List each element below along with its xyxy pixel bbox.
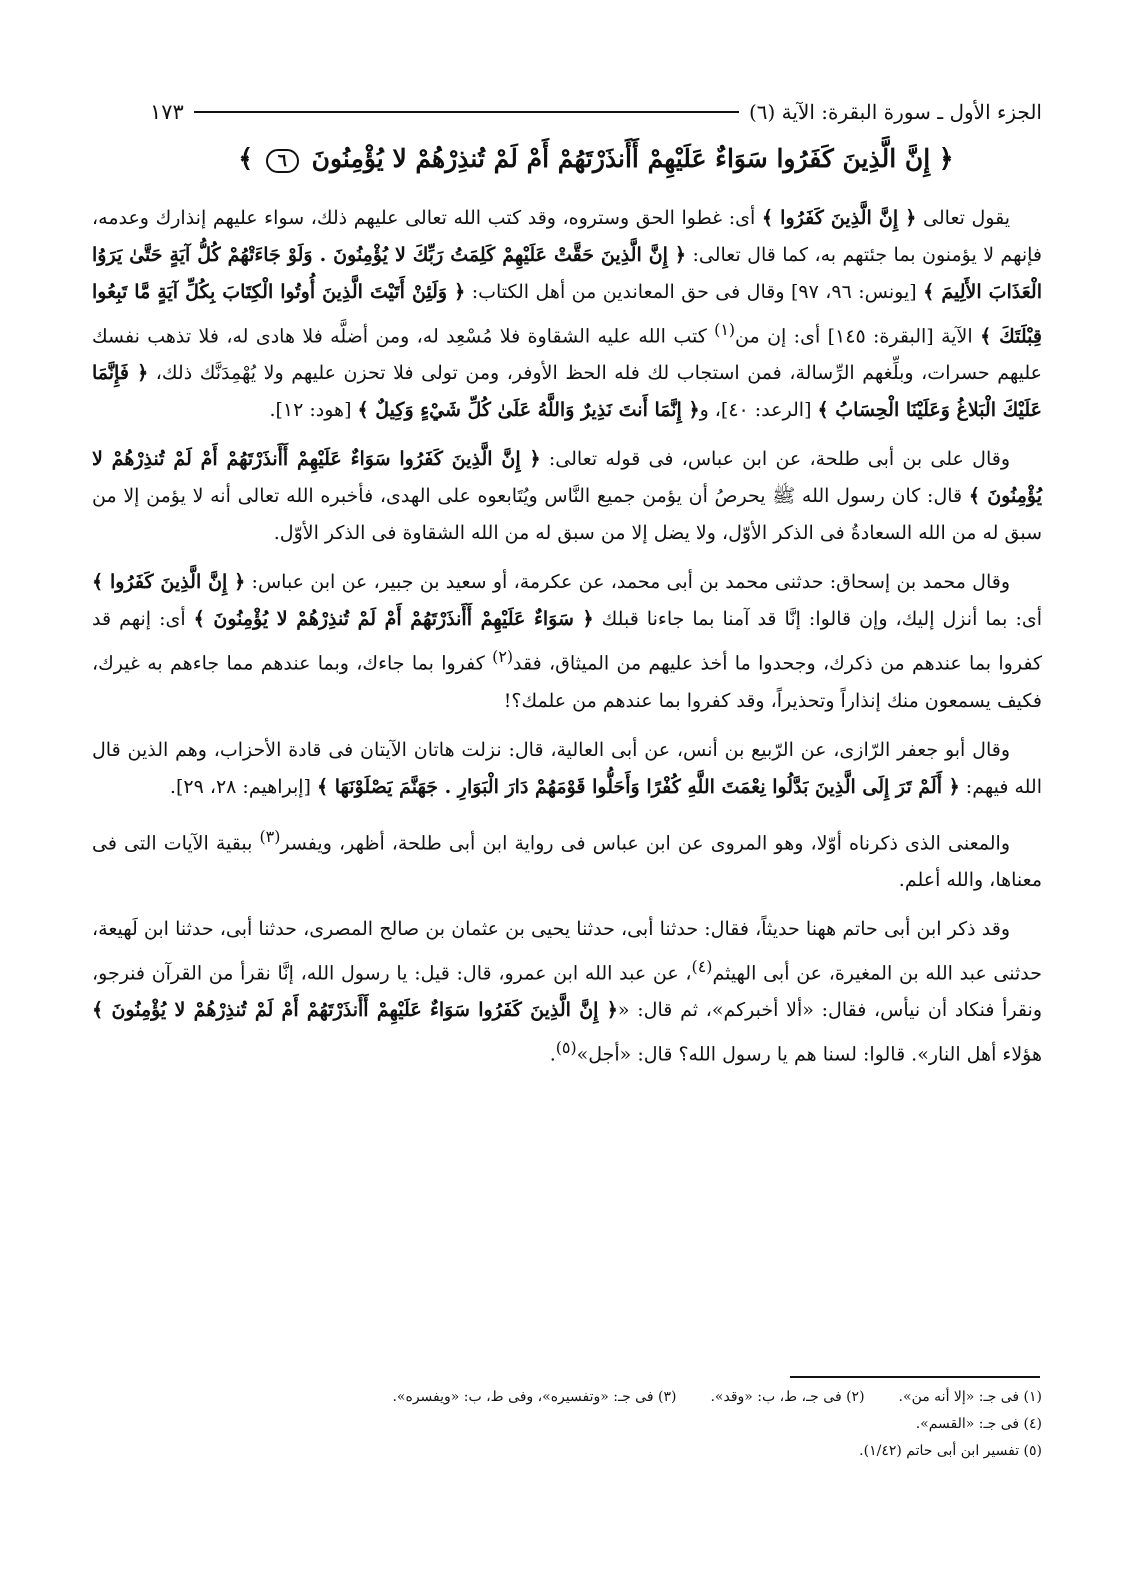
text-run: هؤلاء أهل النار». قالوا: لسنا هم يا رسول الله؟ قال: «أجل» (576, 1043, 1042, 1066)
running-title: الجزء الأول ـ سورة البقرة: الآية (٦) (748, 100, 1042, 124)
footnote-rule (790, 1376, 1040, 1378)
verse-close-bracket: ﴾ (238, 144, 254, 173)
commentary-body (92, 200, 1042, 1086)
footnote-row (150, 1384, 1042, 1411)
quran-quote: ﴿ إِنَّ الَّذِينَ كَفَرُوا ﴾ (92, 571, 246, 594)
footnote-ref: (٢) (492, 647, 514, 667)
footnote-4: (٤) فى جـ: «القسم». (915, 1416, 1042, 1432)
text-run: الآية [البقرة: ١٤٥] أى: إن من (735, 325, 981, 348)
text-run: ، عن عبد الله ابن عمرو، قال: قيل: يا رسول الله، إنَّا نقرأ من القرآن فنرجو، ونقرأ فنكاد أن نيأس، فقال: «ألا أخبركم»، ثم قال: « (92, 962, 1043, 1022)
text-run: وقال على بن أبى طلحة، عن ابن عباس، فى قوله تعالى: (540, 448, 1010, 471)
paragraph (92, 818, 1042, 899)
paragraph (92, 911, 1042, 1074)
footnote-2: (٢) فى جـ، ط، ب: «وقد». (710, 1389, 865, 1405)
text-run: . (549, 1043, 556, 1066)
verse-heading (150, 144, 1042, 173)
footnote-3: (٣) فى جـ: «وتفسيره»، وفى ط، ب: «ويفسره». (392, 1389, 677, 1405)
paragraph (92, 564, 1042, 719)
quran-quote: ﴿ فَإِنَّمَا عَلَيْكَ الْبَلاغُ وَعَلَيْنَا الْحِسَابُ ﴾ (92, 362, 1042, 422)
text-run: أى: غطوا الحق وستروه، وقد كتب الله تعالى عليهم ذلك، سواء عليهم إنذارك وعدمه، فإنهم لا يؤمنون بما جئتهم به، كما قال تعالى: (92, 207, 1042, 266)
footnotes (150, 1384, 1042, 1465)
text-run: [الرعد: ٤٠]، و (699, 399, 818, 422)
paragraph (92, 732, 1042, 806)
footnote-ref: (١) (714, 320, 736, 339)
text-run: أى: بما أنزل إليك، وإن قالوا: إنَّا قد آمنا بما جاءنا قبلك (593, 608, 1043, 631)
footnote-5: (٥) تفسير ابن أبى حاتم (١/٤٢). (859, 1443, 1042, 1459)
verse-number-marker: ٦ (266, 149, 299, 173)
quran-quote: ﴿ إِنَّ الَّذِينَ كَفَرُوا ﴾ (761, 207, 917, 229)
text-run: ببقية الآيات التى فى معناها، والله أعلم. (92, 831, 1042, 891)
text-run: أى: إنهم قد كفروا بما عندهم من ذكرك، وجحدوا ما أخذ عليهم من الميثاق، فقد (92, 608, 1042, 675)
text-run: كفروا بما جاءك، وبما عندهم مما جاءهم به غيرك، فكيف يسمعون منك إنذاراً وتحذيراً، وقد كفروا بما عندهم من علمك؟! (92, 652, 1042, 712)
text-run: قال: كان رسول الله ﷺ يحرصُ أن يؤمن جميع النَّاس ويُتَابعوه على الهدى، فأخبره الله تعالى أنه لا يؤمن إلا من سبق له من الله السعادةُ فى الذكر الأوّل، ولا يضل إلا من سبق له من الله الشقاوة فى الذكر الأوّل. (92, 485, 1042, 545)
verse-text: ﴿ إِنَّ الَّذِينَ كَفَرُوا سَوَاءٌ عَلَيْهِمْ أَأَنذَرْتَهُمْ أَمْ لَمْ تُنذِرْهُمْ لا يُؤْمِنُونَ (311, 144, 954, 173)
text-run: [إبراهيم: ٢٨، ٢٩]. (169, 775, 318, 798)
paragraph (92, 200, 1042, 429)
text-run: وقال محمد بن إسحاق: حدثنى محمد بن أبى محمد، عن عكرمة، أو سعيد بن جبير، عن ابن عباس: (245, 571, 1010, 594)
page-header (150, 92, 1042, 132)
footnote-ref: (٥) (555, 1038, 577, 1058)
footnote-ref: (٤) (691, 956, 713, 976)
quran-quote: ﴿ إِنَّ الَّذِينَ كَفَرُوا سَوَاءٌ عَلَيْهِمْ أَأَنذَرْتَهُمْ أَمْ لَمْ تُنذِرْهُمْ لا يُؤْمِنُونَ ﴾ (92, 999, 618, 1022)
paragraph (92, 441, 1042, 552)
text-run: يقول تعالى (916, 207, 1011, 229)
quran-quote: ﴿ إِنَّ الَّذِينَ حَقَّتْ عَلَيْهِمْ كَلِمَتُ رَبِّكَ لا يُؤْمِنُونَ . وَلَوْ جَاءَتْهُمْ كُلُّ آيَةٍ حَتَّىٰ يَرَوُا الْعَذَابَ الأَلِيمَ ﴾ (92, 244, 1042, 303)
text-run: والمعنى الذى ذكرناه أوّلا، وهو المروى عن ابن عباس فى رواية ابن أبى طلحة، أظهر، ويفسر (280, 831, 1010, 854)
quran-quote: ﴿ إِنَّمَا أَنتَ نَذِيرٌ وَاللَّهُ عَلَىٰ كُلِّ شَيْءٍ وَكِيلٌ ﴾ (357, 399, 700, 422)
text-run: [يونس: ٩٦، ٩٧] وقال فى حق المعاندين من أهل الكتاب: (465, 281, 924, 303)
text-run: كتب الله عليه الشقاوة فلا مُسْعِد له، ومن أضلَّه فلا هادى له، فلا تذهب نفسك عليهم حسرات، وبلِّغهم الرِّسالة، فمن استجاب لك فله الحظ الأوفر، ومن تولى فلا تحزن عليهم ولا يُهْمِدَنَّك ذلك، (92, 325, 1042, 385)
page-number: ١٧٣ (150, 100, 184, 124)
text-run: وقد ذكر ابن أبى حاتم ههنا حديثاً، فقال: حدثنا أبى، حدثنا يحيى بن عثمان بن صالح المصرى، حدثنا أبى، حدثنا ابن لَهيعة، حدثنى عبد الله بن المغيرة، عن أبى الهيثم (92, 917, 1042, 985)
text-run: [هود: ١٢]. (269, 399, 358, 422)
footnote-ref: (٣) (259, 826, 281, 846)
footnote-1: (١) فى جـ: «إلا أنه من». (898, 1389, 1042, 1405)
quran-quote: ﴿ سَوَاءٌ عَلَيْهِمْ أَأَنذَرْتَهُمْ أَمْ لَمْ تُنذِرْهُمْ لا يُؤْمِنُونَ ﴾ (193, 608, 594, 631)
quran-quote: ﴿ وَلَئِنْ أَتَيْتَ الَّذِينَ أُوتُوا الْكِتَابَ بِكُلِّ آيَةٍ مَّا تَبِعُوا قِبْلَتَكَ ﴾ (92, 281, 1043, 348)
text-run: وقال أبو جعفر الرّازى، عن الرّبيع بن أنس، عن أبى العالية، قال: نزلت هاتان الآيتان فى قادة الأحزاب، وهم الذين قال الله فيهم: (92, 738, 1042, 798)
quran-quote: ﴿ إِنَّ الَّذِينَ كَفَرُوا سَوَاءٌ عَلَيْهِمْ أَأَنذَرْتَهُمْ أَمْ لَمْ تُنذِرْهُمْ لا يُؤْمِنُونَ ﴾ (92, 448, 1042, 508)
header-rule (194, 111, 739, 113)
quran-quote: ﴿ أَلَمْ تَرَ إِلَى الَّذِينَ بَدَّلُوا نِعْمَتَ اللَّهِ كُفْرًا وَأَحَلُّوا قَوْمَهُمْ دَارَ الْبَوَارِ . جَهَنَّمَ يَصْلَوْنَهَا ﴾ (317, 775, 960, 798)
